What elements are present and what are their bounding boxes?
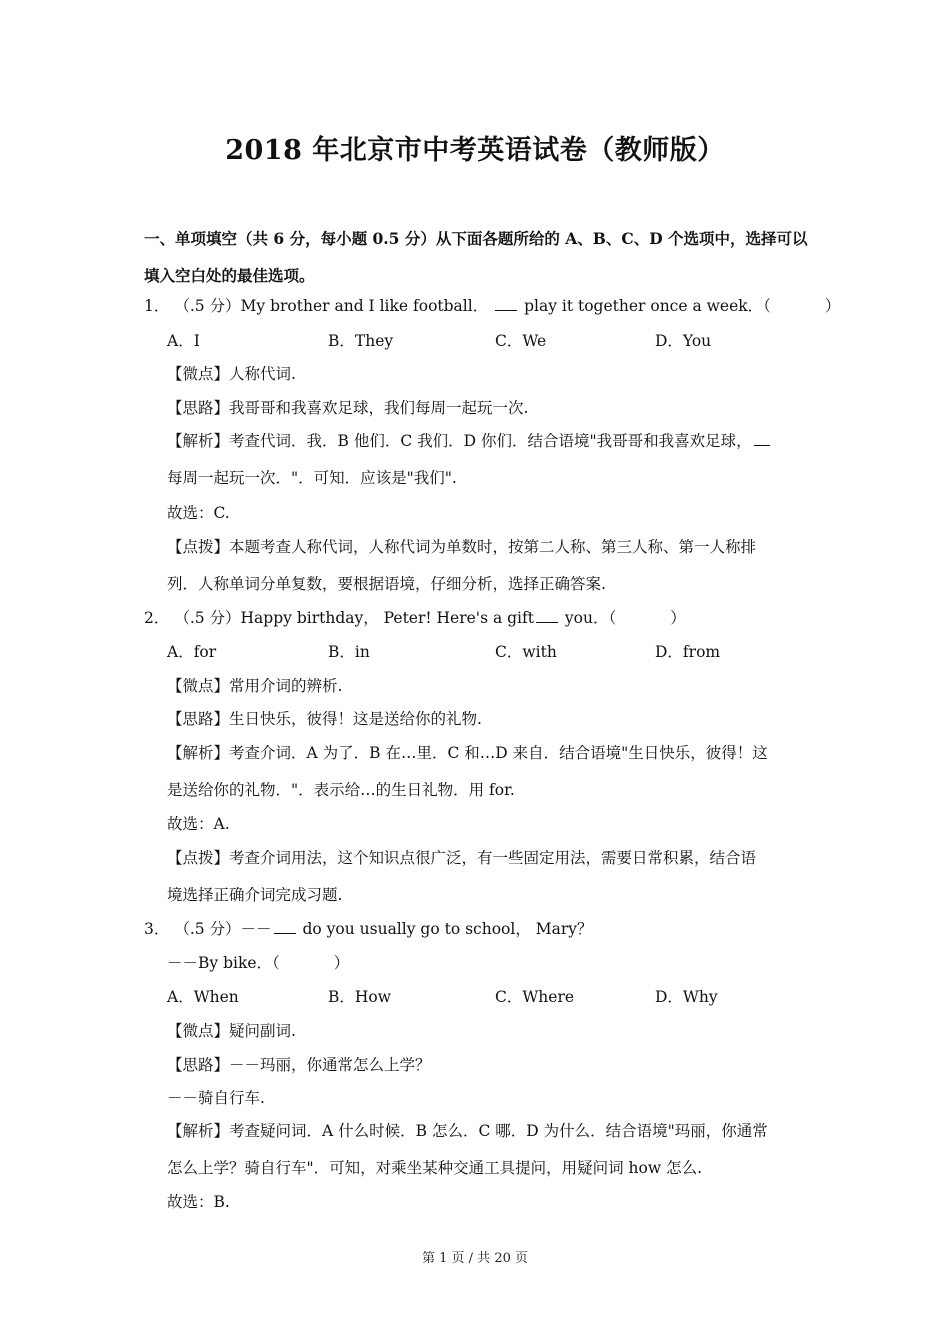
answer-line: 故选：B.: [167, 1193, 230, 1211]
option-b: B．How: [328, 988, 392, 1006]
question-number: 2．: [144, 609, 170, 627]
page-title: 2018 年北京市中考英语试卷（教师版）: [225, 135, 725, 166]
option-b: B．in: [328, 643, 370, 661]
answer-blank: [536, 608, 558, 623]
option-d: D．You: [655, 332, 712, 350]
dianbo-note: 【点拨】考查介词用法，这个知识点很广泛，有一些固定用法，需要日常积累，结合语: [167, 849, 757, 867]
silu-note: 【思路】－－玛丽，你通常怎么上学？: [167, 1056, 431, 1074]
question-text: ）: [824, 297, 841, 315]
reply-text: －－By bike．（: [167, 954, 280, 972]
jiexi-note: 【解析】考查介词．A 为了．B 在…里．C 和…D 来自．结合语境"生日快乐，彼得！这: [167, 744, 768, 762]
question-text: you．（: [564, 609, 617, 627]
question-text: ）: [670, 609, 686, 627]
question-3-reply: [167, 953, 349, 973]
question-1-stem: [144, 296, 840, 316]
answer-blank: [495, 296, 517, 311]
option-c: C．Where: [495, 988, 575, 1006]
option-c: C．We: [495, 332, 547, 350]
jiexi-note-continued: 是送给你的礼物．"．表示给…的生日礼物．用 for.: [167, 781, 515, 799]
option-b: B．They: [328, 332, 394, 350]
reply-text: ）: [333, 954, 350, 972]
jiexi-note: [167, 431, 772, 451]
question-text: do you usually go to school， Mary？: [302, 920, 593, 938]
question-text: （.5 分）－－: [174, 920, 272, 938]
answer-blank: [754, 431, 770, 446]
jiexi-note-continued: 每周一起玩一次．"．可知．应该是"我们".: [167, 469, 457, 487]
answer-line: 故选：C.: [167, 504, 230, 522]
jiexi-note-continued: 怎么上学？骑自行车"．可知，对乘坐某种交通工具提问，用疑问词 how 怎么.: [167, 1159, 702, 1177]
jiexi-text: 【解析】考查代词．我．B 他们．C 我们．D 你们．结合语境"我哥哥和我喜欢足球，: [167, 432, 752, 450]
page-footer: 第 1 页 / 共 20 页: [422, 1251, 528, 1266]
question-text: play it together once a week．（: [524, 297, 771, 315]
weidian-note: 【微点】疑问副词.: [167, 1022, 296, 1040]
question-number: 3．: [144, 920, 170, 938]
option-a: A．I: [167, 332, 200, 350]
silu-note: 【思路】我哥哥和我喜欢足球，我们每周一起玩一次.: [167, 399, 529, 417]
silu-note-continued: －－骑自行车.: [167, 1089, 265, 1107]
dianbo-note: 【点拨】本题考查人称代词，人称代词为单数时，按第二人称、第三人称、第一人称排: [167, 538, 757, 556]
weidian-note: 【微点】常用介词的辨析.: [167, 677, 343, 695]
option-a: A．for: [167, 643, 217, 661]
question-2-stem: [144, 608, 686, 628]
question-3-stem: [144, 919, 593, 939]
answer-blank: [274, 919, 296, 934]
question-number: 1．: [144, 297, 170, 315]
option-d: D．from: [655, 643, 721, 661]
option-d: D．Why: [655, 988, 718, 1006]
dianbo-note-continued: 列．人称单词分单复数，要根据语境，仔细分析，选择正确答案.: [167, 575, 606, 593]
silu-note: 【思路】生日快乐，彼得！这是送给你的礼物.: [167, 710, 482, 728]
option-a: A．When: [167, 988, 239, 1006]
dianbo-note-continued: 境选择正确介词完成习题.: [167, 886, 343, 904]
section-heading: 一、单项填空（共 6 分，每小题 0.5 分）从下面各题所给的 A、B、C、D 个选项中，选择可以填入空白处的最佳选项。: [144, 229, 808, 285]
jiexi-note: 【解析】考查疑问词．A 什么时候．B 怎么．C 哪．D 为什么．结合语境"玛丽，你通常: [167, 1122, 768, 1140]
question-text: （.5 分）My brother and I like football．: [174, 297, 489, 315]
weidian-note: 【微点】人称代词.: [167, 365, 296, 383]
option-c: C．with: [495, 643, 557, 661]
question-text: （.5 分）Happy birthday， Peter! Here's a gift: [174, 609, 534, 627]
answer-line: 故选：A.: [167, 815, 230, 833]
